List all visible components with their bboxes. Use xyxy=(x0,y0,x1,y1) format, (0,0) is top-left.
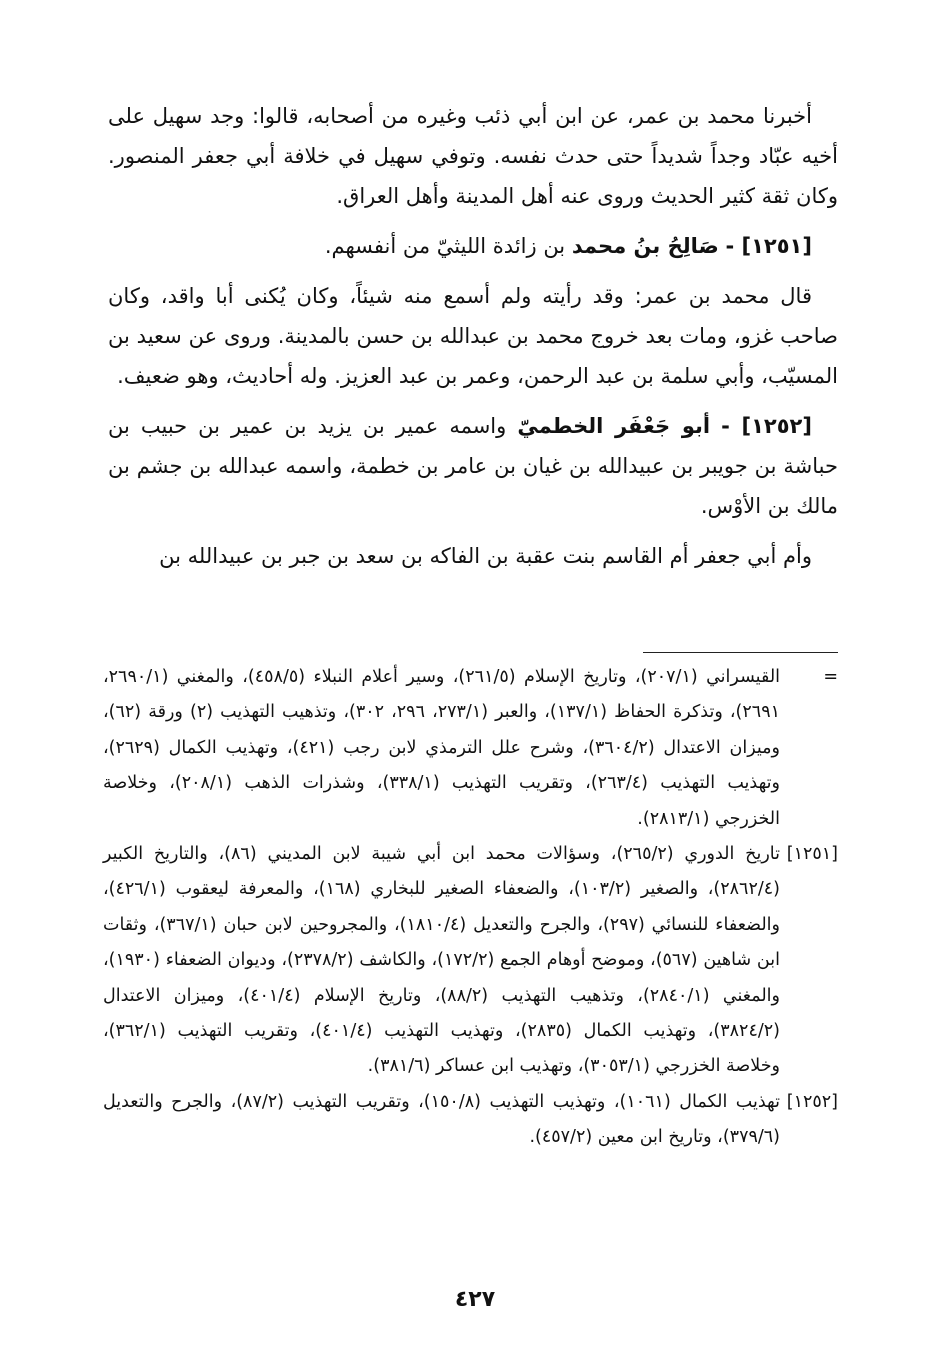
footnote-continuation-mark: = xyxy=(823,667,838,687)
footnote-continuation xyxy=(103,660,838,837)
footnote-1251 xyxy=(103,837,838,1085)
entry-1251-name: صَالِحُ بنُ محمد xyxy=(571,234,719,258)
footnote-1251-text: تاريخ الدوري (٢٦٥/٢)، وسؤالات محمد ابن أبي شيبة لابن المديني (٨٦)، والتاريخ الكبير (٢٨٦٢/٤)، والصغير (١٠٣/٢)، والضعفاء الصغير للبخاري (١٦٨)، والمعرفة ليعقوب (٤٢٦/١)، والضعفاء للنسائي (٢٩٧)، والجرح والتعديل (١٨١٠/٤)، والمجروحين لابن حبان (٣٦٧/١)، وثقات ابن شاهين (٥٦٧)، وموضح أوهام الجمع (١٧٢/٢)، والكاشف (٢٣٧٨/٢)، وديوان الضعفاء (١٩٣٠)، والمغني (٢٨٤٠/١)، وتذهيب التهذيب (٨٨/٢)، وتاريخ الإسلام (٤٠١/٤)، وميزان الاعتدال (٣٨٢٤/٢)، وتهذيب الكمال (٢٨٣٥)، وتهذيب التهذيب (٤٠١/٤)، وتقريب التهذيب (٣٦٢/١)، وخلاصة الخزرجي (٣٠٥٣/١)، وتهذيب ابن عساكر (٣٨١/٦). xyxy=(103,844,780,1077)
entry-1251-number: [١٢٥١] - xyxy=(725,234,812,258)
entry-1251-rest: بن زائدة الليثيّ من أنفسهم. xyxy=(324,234,566,258)
footnote-1252 xyxy=(103,1085,838,1156)
footnote-1251-mark: [١٢٥١] xyxy=(786,844,838,865)
entry-1251-heading xyxy=(108,226,838,266)
footnote-continuation-text: القيسراني (٢٠٧/١)، وتاريخ الإسلام (٢٦١/٥)، وسير أعلام النبلاء (٤٥٨/٥)، والمغني (٢٦٩٠/١، ٢٦٩١)، وتذكرة الحفاظ (١٣٧/١)، والعبر (٢٧٣/١، ٢٩٦، ٣٠٢)، وتذهيب التهذيب (٢) ورقة (٦٢)، وميزان الاعتدال (٣٦٠٤/٢)، وشرح علل الترمذي لابن رجب (٤٢١)، وتهذيب الكمال (٢٦٢٩)، وتهذيب التهذيب (٢٦٣/٤)، وتقريب التهذيب (٣٣٨/١)، وشذرات الذهب (٢٠٨/١)، وخلاصة الخزرجي (٢٨١٣/١). xyxy=(103,667,781,829)
entry-1252-rest: واسمه عمير بن يزيد بن عمير بن حبيب بن حباشة بن جويبر بن عبيدالله بن غيان بن عامر بن خطمة، واسمه عبدالله بن جشم بن مالك بن الأوْس. xyxy=(108,414,838,518)
footnote-1252-mark: [١٢٥٢] xyxy=(786,1091,838,1112)
paragraph-2: قال محمد بن عمر: وقد رأيته ولم أسمع منه شيئاً، وكان يُكنى أبا واقد، وكان صاحب غزو، ومات بعد خروج محمد بن عبدالله بن حسن بالمدينة. وروى عن سعيد بن المسيّب، وأبي سلمة بن عبد الرحمن، وعمر بن عبد العزيز. وله أحاديث، وهو ضعيف. xyxy=(108,284,838,388)
entry-1252-number: [١٢٥٢] - xyxy=(721,414,812,438)
paragraph-3: وأم أبي جعفر أم القاسم بنت عقبة بن الفاكه بن سعد بن جبر بن عبيدالله بن xyxy=(159,544,812,568)
main-text xyxy=(108,96,838,586)
entry-1252-heading xyxy=(108,406,838,526)
footnote-1252-text: تهذيب الكمال (١٠٦١)، وتهذيب التهذيب (١٥٠/٨)، وتقريب التهذيب (٨٧/٢)، والجرح والتعديل (٣٧٩/٦)، وتاريخ ابن معين (٤٥٧/٢). xyxy=(103,1091,780,1148)
entry-1252-name: أبو جَعْفَر الخطميّ xyxy=(517,414,711,438)
page-number: ٤٢٧ xyxy=(454,1287,496,1312)
footnotes xyxy=(103,660,838,1156)
footnote-divider xyxy=(643,652,838,653)
paragraph-1: أخبرنا محمد بن عمر، عن ابن أبي ذئب وغيره من أصحابه، قالوا: وجد سهيل على أخيه عبّاد وجداً شديداً حتى حدث نفسه. وتوفي سهيل في خلافة أبي جعفر المنصور. وكان ثقة كثير الحديث وروى عنه أهل المدينة وأهل العراق. xyxy=(108,104,838,208)
